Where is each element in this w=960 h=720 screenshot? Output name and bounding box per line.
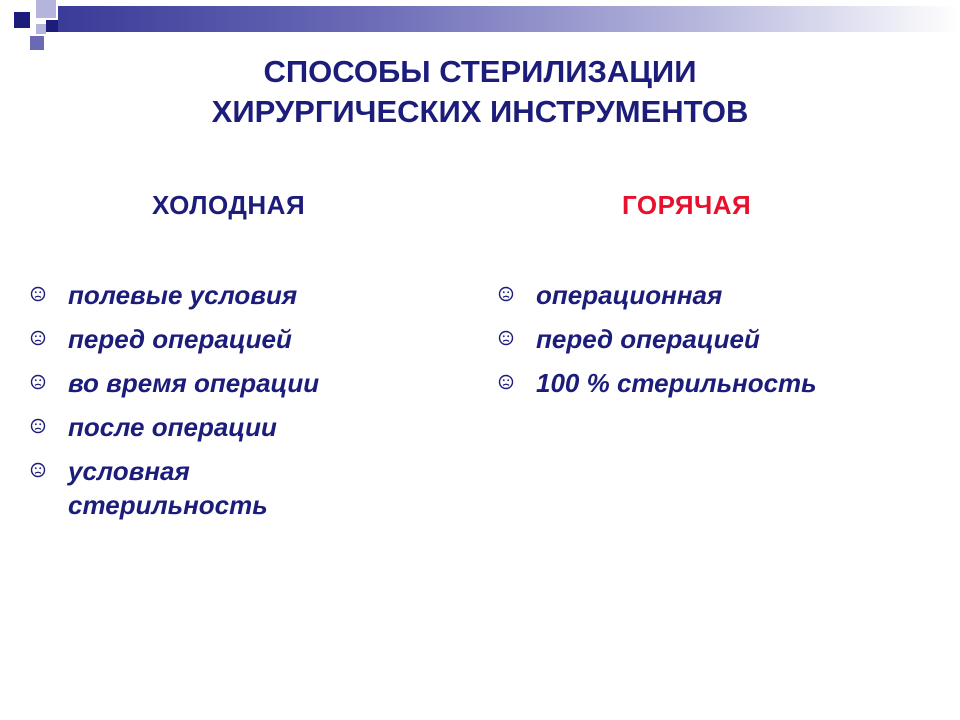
slide-title-line-2: ХИРУРГИЧЕСКИХ ИНСТРУМЕНТОВ (211, 94, 749, 129)
list-item (496, 278, 936, 312)
list-item (496, 366, 936, 400)
decor-square-lavender-small (36, 24, 46, 34)
hot-methods-list (496, 278, 936, 410)
cold-methods-list (28, 278, 448, 532)
frown-face-icon (30, 330, 46, 346)
decor-square-lavender (36, 0, 56, 18)
list-item (28, 278, 448, 312)
list-item (28, 366, 448, 400)
frown-face-icon (498, 374, 514, 390)
slide-title (0, 52, 960, 132)
list-item-text: во время операции (68, 368, 320, 398)
cold-column-heading: ХОЛОДНАЯ (152, 190, 306, 220)
decor-square-navy (14, 12, 30, 28)
frown-face-icon (498, 286, 514, 302)
frown-face-icon (30, 462, 46, 478)
list-item (28, 410, 448, 444)
header-gradient-bar (58, 6, 960, 32)
list-item-text: условная стерильность (68, 456, 268, 520)
decor-square-navy-2 (46, 20, 58, 32)
frown-face-icon (30, 374, 46, 390)
frown-face-icon (30, 418, 46, 434)
list-item-text: 100 % стерильность (536, 368, 817, 398)
list-item-text: после операции (68, 412, 277, 442)
frown-face-icon (498, 330, 514, 346)
hot-column-heading: ГОРЯЧАЯ (622, 190, 752, 220)
slide-title-line-1: СПОСОБЫ СТЕРИЛИЗАЦИИ (263, 54, 697, 89)
list-item (28, 322, 448, 356)
list-item (496, 322, 936, 356)
list-item-text: операционная (536, 280, 723, 310)
list-item-text: перед операцией (68, 324, 292, 354)
list-item-text: перед операцией (536, 324, 760, 354)
decor-square-mid (30, 36, 44, 50)
list-item (28, 454, 328, 522)
frown-face-icon (30, 286, 46, 302)
list-item-text: полевые условия (68, 280, 298, 310)
